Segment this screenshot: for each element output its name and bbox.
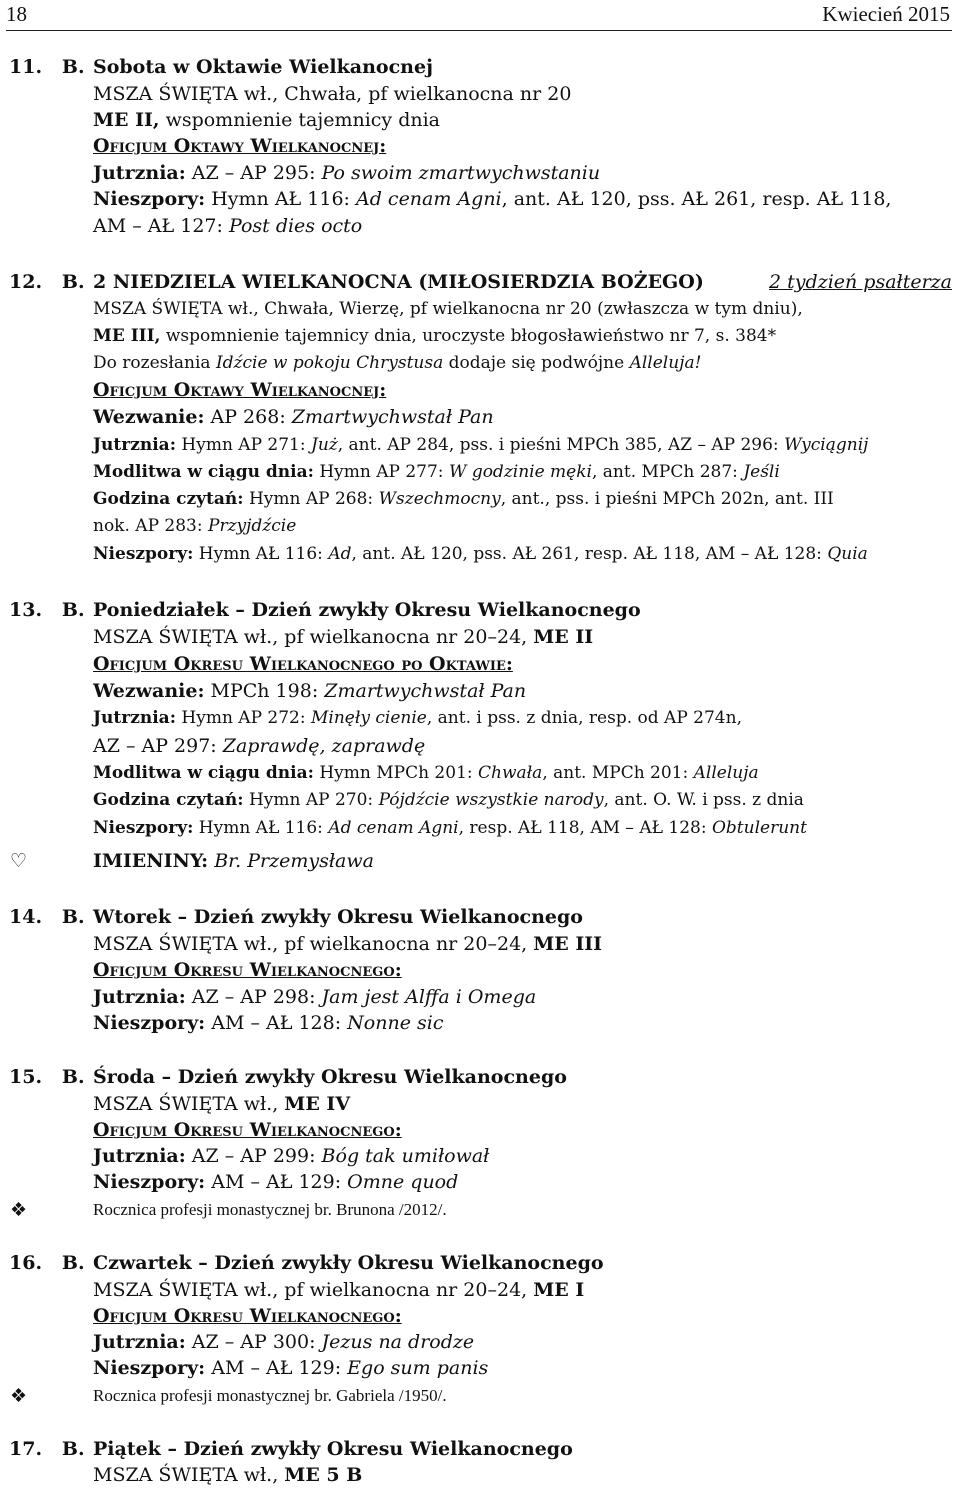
heart-icon: ♡	[10, 850, 28, 872]
psalter-week-note: 2 tydzień psałterza	[769, 271, 952, 293]
vespers-line: Nieszpory: AM – AŁ 128: Nonne sic	[93, 1012, 444, 1034]
lauds-line: Jutrznia: AZ – AP 298: Jam jest Alffa i Omega	[93, 986, 537, 1008]
mass-line: MSZA ŚWIĘTA wł., ME IV	[93, 1093, 351, 1115]
vespers-line-cont: AM – AŁ 127: Post dies octo	[93, 215, 363, 237]
vespers-line: Nieszpory: AM – AŁ 129: Omne quod	[93, 1171, 459, 1193]
office-heading: Oficjum Okresu Wielkanocnego:	[93, 1305, 402, 1327]
day-title: 2 NIEDZIELA WIELKANOCNA (MIŁOSIERDZIA BOŻEGO)	[93, 271, 704, 293]
day-title: Piątek – Dzień zwykły Okresu Wielkanocnego	[93, 1438, 573, 1460]
office-heading: Oficjum Oktawy Wielkanocnej:	[93, 379, 387, 401]
mass-line: MSZA ŚWIĘTA wł., pf wielkanocna nr 20–24, ME III	[93, 933, 603, 955]
readings-line-cont: nok. AP 283: Przyjdźcie	[93, 516, 297, 536]
vespers-line: Nieszpory: AM – AŁ 129: Ego sum panis	[93, 1357, 489, 1379]
page-date: Kwiecień 2015	[822, 2, 950, 26]
day-heading: 12. B.	[9, 271, 85, 293]
anniversary-line: Rocznica profesji monastycznej br. Brunona /2012/.	[93, 1200, 447, 1219]
lauds-line-cont: AZ – AP 297: Zaprawdę, zaprawdę	[93, 735, 426, 757]
invitatory-line: Wezwanie: MPCh 198: Zmartwychwstał Pan	[93, 680, 527, 702]
dismissal-line: Do rozesłania Idźcie w pokoju Chrystusa dodaje się podwójne Alleluja!	[93, 353, 702, 373]
diamond-bullet-icon: ❖	[10, 1385, 28, 1407]
mass-line: MSZA ŚWIĘTA wł., pf wielkanocna nr 20–24, ME I	[93, 1279, 585, 1301]
vespers-line: Nieszpory: Hymn AŁ 116: Ad, ant. AŁ 120, pss. AŁ 261, resp. AŁ 118, AM – AŁ 128: Quia	[93, 544, 868, 564]
day-heading: 14. B.	[9, 906, 85, 928]
page-number: 18	[6, 2, 27, 26]
nameday-line: IMIENINY: Br. Przemysława	[93, 850, 374, 872]
day-heading: 13. B.	[9, 599, 85, 621]
lauds-line: Jutrznia: Hymn AP 271: Już, ant. AP 284, pss. i pieśni MPCh 385, AZ – AP 296: Wyciągnij	[93, 435, 869, 455]
vespers-line: Nieszpory: Hymn AŁ 116: Ad cenam Agni, ant. AŁ 120, pss. AŁ 261, resp. AŁ 118,	[93, 188, 892, 210]
lauds-line: Jutrznia: AZ – AP 300: Jezus na drodze	[93, 1331, 475, 1353]
day-title: Wtorek – Dzień zwykły Okresu Wielkanocnego	[93, 906, 583, 928]
lauds-line: Jutrznia: AZ – AP 299: Bóg tak umiłował	[93, 1145, 490, 1167]
office-heading: Oficjum Okresu Wielkanocnego po Oktawie:	[93, 653, 513, 675]
day-heading: 17. B.	[9, 1438, 85, 1460]
daytime-prayer-line: Modlitwa w ciągu dnia: Hymn MPCh 201: Chwała, ant. MPCh 201: Alleluja	[93, 763, 759, 783]
mass-line: MSZA ŚWIĘTA wł., pf wielkanocna nr 20–24, ME II	[93, 626, 594, 648]
lauds-line: Jutrznia: Hymn AP 272: Minęły cienie, ant. i pss. z dnia, resp. od AP 274n,	[93, 708, 742, 728]
readings-line: Godzina czytań: Hymn AP 268: Wszechmocny, ant., pss. i pieśni MPCh 202n, ant. III	[93, 489, 834, 509]
invitatory-line: Wezwanie: AP 268: Zmartwychwstał Pan	[93, 406, 494, 428]
day-heading: 15. B.	[9, 1066, 85, 1088]
lauds-line: Jutrznia: AZ – AP 295: Po swoim zmartwychwstaniu	[93, 162, 601, 184]
day-title: Czwartek – Dzień zwykły Okresu Wielkanocnego	[93, 1252, 604, 1274]
office-heading: Oficjum Okresu Wielkanocnego:	[93, 959, 402, 981]
anniversary-line: Rocznica profesji monastycznej br. Gabriela /1950/.	[93, 1386, 447, 1405]
day-heading: 11. B.	[9, 56, 85, 78]
diamond-bullet-icon: ❖	[10, 1199, 28, 1221]
office-heading: Oficjum Oktawy Wielkanocnej:	[93, 135, 387, 157]
day-heading: 16. B.	[9, 1252, 85, 1274]
mass-line: MSZA ŚWIĘTA wł., Chwała, Wierzę, pf wielkanocna nr 20 (zwłaszcza w tym dniu),	[93, 299, 803, 319]
vespers-line: Nieszpory: Hymn AŁ 116: Ad cenam Agni, resp. AŁ 118, AM – AŁ 128: Obtulerunt	[93, 818, 807, 838]
me-line: ME III, wspomnienie tajemnicy dnia, uroczyste błogosławieństwo nr 7, s. 384*	[93, 326, 777, 346]
me-line: ME II, wspomnienie tajemnicy dnia	[93, 109, 441, 131]
day-title: Środa – Dzień zwykły Okresu Wielkanocnego	[93, 1066, 567, 1088]
day-title: Poniedziałek – Dzień zwykły Okresu Wielkanocnego	[93, 599, 641, 621]
mass-line: MSZA ŚWIĘTA wł., ME 5 B	[93, 1464, 363, 1486]
page-header	[6, 2, 952, 31]
mass-line: MSZA ŚWIĘTA wł., Chwała, pf wielkanocna nr 20	[93, 83, 572, 105]
day-title: Sobota w Oktawie Wielkanocnej	[93, 56, 433, 78]
daytime-prayer-line: Modlitwa w ciągu dnia: Hymn AP 277: W godzinie męki, ant. MPCh 287: Jeśli	[93, 462, 780, 482]
readings-line: Godzina czytań: Hymn AP 270: Pójdźcie wszystkie narody, ant. O. W. i pss. z dnia	[93, 790, 804, 810]
office-heading: Oficjum Okresu Wielkanocnego:	[93, 1119, 402, 1141]
